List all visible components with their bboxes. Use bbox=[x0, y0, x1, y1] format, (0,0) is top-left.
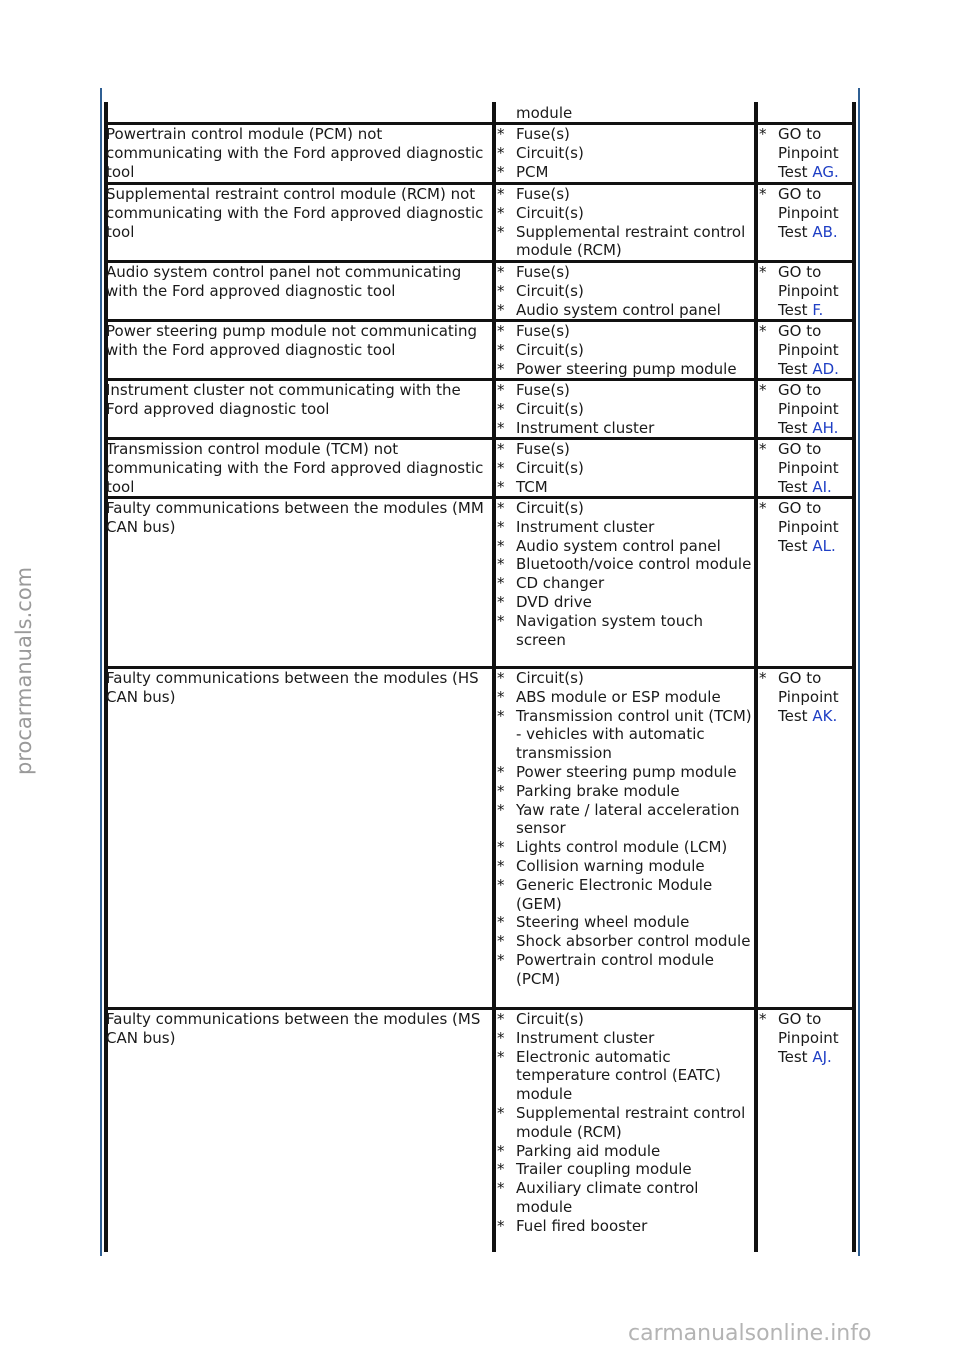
action-text: GO to Pinpoint Test bbox=[778, 263, 839, 319]
action-text: GO to Pinpoint Test bbox=[778, 1010, 839, 1066]
action-text: GO to Pinpoint Test bbox=[778, 125, 839, 181]
source-item: * Audio system control panel bbox=[497, 301, 755, 320]
pinpoint-test-link[interactable]: AL bbox=[812, 536, 831, 555]
link-period: . bbox=[834, 359, 839, 378]
source-item: * Circuit(s) bbox=[497, 341, 755, 360]
possible-sources-cell bbox=[497, 322, 755, 378]
link-period: . bbox=[827, 1047, 832, 1066]
source-item: * Yaw rate / lateral acceleration sensor bbox=[497, 801, 755, 839]
action-item bbox=[759, 322, 852, 378]
source-item: * Fuse(s) bbox=[497, 185, 755, 204]
source-item: * Circuit(s) bbox=[497, 459, 755, 478]
condition-cell: Supplemental restraint control module (RCM) not communicating with the Ford approved diagnostic tool bbox=[106, 185, 484, 241]
source-item: * Shock absorber control module bbox=[497, 932, 755, 951]
source-item: * Auxiliary climate control module bbox=[497, 1179, 755, 1217]
possible-sources-cell bbox=[497, 669, 755, 989]
source-item: * Supplemental restraint control module (RCM) bbox=[497, 223, 755, 261]
action-text: GO to Pinpoint Test bbox=[778, 440, 839, 496]
source-item: * Electronic automatic temperature control (EATC) module bbox=[497, 1048, 755, 1104]
possible-sources-cell bbox=[497, 499, 755, 649]
possible-sources-cell bbox=[497, 125, 755, 181]
side-watermark: procarmanuals.com bbox=[12, 566, 36, 775]
action-cell bbox=[759, 263, 852, 319]
action-cell bbox=[759, 185, 852, 241]
source-item: * Fuse(s) bbox=[497, 322, 755, 341]
link-period: . bbox=[832, 222, 838, 241]
action-cell bbox=[759, 440, 852, 496]
source-item: * Collision warning module bbox=[497, 857, 755, 876]
possible-sources-cell bbox=[497, 381, 755, 437]
condition-cell: Powertrain control module (PCM) not communicating with the Ford approved diagnostic tool bbox=[106, 125, 484, 181]
possible-sources-cell bbox=[497, 263, 755, 319]
source-item: * Fuse(s) bbox=[497, 440, 755, 459]
source-item: * Fuse(s) bbox=[497, 263, 755, 282]
link-period: . bbox=[833, 162, 839, 181]
pinpoint-test-link[interactable]: AB bbox=[812, 222, 833, 241]
source-item: * Parking brake module bbox=[497, 782, 755, 801]
action-item bbox=[759, 1010, 852, 1066]
pinpoint-test-link[interactable]: AI bbox=[812, 477, 828, 496]
possible-sources-cell bbox=[497, 185, 755, 260]
source-item: * Circuit(s) bbox=[497, 669, 755, 688]
source-item: * Powertrain control module (PCM) bbox=[497, 951, 755, 989]
link-period: . bbox=[827, 477, 832, 496]
possible-sources-cell bbox=[497, 1010, 755, 1236]
continued-cell bbox=[497, 104, 755, 123]
source-item: * Trailer coupling module bbox=[497, 1160, 755, 1179]
source-item: * Circuit(s) bbox=[497, 400, 755, 419]
pinpoint-test-link[interactable]: F bbox=[812, 300, 819, 319]
link-period: . bbox=[832, 706, 838, 725]
action-cell bbox=[759, 381, 852, 437]
source-item: * CD changer bbox=[497, 574, 755, 593]
source-item: * PCM bbox=[497, 163, 755, 182]
condition-cell: Transmission control module (TCM) not communicating with the Ford approved diagnostic tool bbox=[106, 440, 484, 496]
source-item: * Parking aid module bbox=[497, 1142, 755, 1161]
action-item bbox=[759, 440, 852, 496]
source-item: * Bluetooth/voice control module bbox=[497, 555, 755, 574]
pinpoint-test-link[interactable]: AD bbox=[812, 359, 835, 378]
action-item bbox=[759, 185, 852, 241]
condition-cell: Faulty communications between the modules (MS CAN bus) bbox=[106, 1010, 481, 1047]
source-item: * Instrument cluster bbox=[497, 1029, 755, 1048]
action-item bbox=[759, 381, 852, 437]
action-item bbox=[759, 125, 852, 181]
condition-cell: Faulty communications between the modules (HS CAN bus) bbox=[106, 669, 479, 706]
condition-cell: Power steering pump module not communicating with the Ford approved diagnostic tool bbox=[106, 322, 477, 359]
action-text: GO to Pinpoint Test bbox=[778, 381, 839, 437]
condition-cell: Audio system control panel not communicating with the Ford approved diagnostic tool bbox=[106, 263, 462, 300]
source-item: * Circuit(s) bbox=[497, 144, 755, 163]
continued-text: module bbox=[516, 104, 573, 122]
source-item: * Circuit(s) bbox=[497, 1010, 755, 1029]
action-text: GO to Pinpoint Test bbox=[778, 499, 839, 555]
action-cell bbox=[759, 322, 852, 378]
possible-sources-cell bbox=[497, 440, 755, 496]
source-item: * ABS module or ESP module bbox=[497, 688, 755, 707]
condition-cell: Faulty communications between the modules (MM CAN bus) bbox=[106, 499, 484, 536]
link-period: . bbox=[833, 418, 839, 437]
condition-cell: Instrument cluster not communicating with the Ford approved diagnostic tool bbox=[106, 381, 461, 418]
action-cell bbox=[759, 499, 852, 555]
source-item: * Transmission control unit (TCM) - vehicles with automatic transmission bbox=[497, 707, 755, 763]
source-item: * Circuit(s) bbox=[497, 499, 755, 518]
source-item: * TCM bbox=[497, 478, 755, 497]
source-item: * Lights control module (LCM) bbox=[497, 838, 755, 857]
action-cell bbox=[759, 669, 852, 725]
source-item: * Instrument cluster bbox=[497, 518, 755, 537]
source-item: * Generic Electronic Module (GEM) bbox=[497, 876, 755, 914]
source-item: * Circuit(s) bbox=[497, 282, 755, 301]
source-item: * Audio system control panel bbox=[497, 537, 755, 556]
action-item bbox=[759, 669, 852, 725]
link-period: . bbox=[818, 300, 824, 319]
pinpoint-test-link[interactable]: AJ bbox=[812, 1047, 828, 1066]
source-item: * Power steering pump module bbox=[497, 360, 755, 379]
table-border-right bbox=[852, 102, 856, 1252]
bottom-watermark: carmanualsonline.info bbox=[628, 1321, 872, 1346]
action-text: GO to Pinpoint Test bbox=[778, 322, 839, 378]
action-cell bbox=[759, 125, 852, 181]
column-divider-1 bbox=[492, 102, 496, 1252]
source-item: * Fuse(s) bbox=[497, 125, 755, 144]
source-item: * Navigation system touch screen bbox=[497, 612, 755, 650]
action-cell bbox=[759, 1010, 852, 1066]
action-text: GO to Pinpoint Test bbox=[778, 669, 839, 725]
source-item: * Circuit(s) bbox=[497, 204, 755, 223]
action-item bbox=[759, 499, 852, 555]
pinpoint-test-link[interactable]: AH bbox=[812, 418, 834, 437]
left-margin-rule bbox=[100, 88, 102, 1256]
source-item: * Power steering pump module bbox=[497, 763, 755, 782]
action-item bbox=[759, 263, 852, 319]
source-item: * Fuel fired booster bbox=[497, 1217, 755, 1236]
pinpoint-test-link[interactable]: AG bbox=[812, 162, 834, 181]
link-period: . bbox=[830, 536, 836, 555]
source-item: * Instrument cluster bbox=[497, 419, 755, 438]
source-item: * DVD drive bbox=[497, 593, 755, 612]
pinpoint-test-link[interactable]: AK bbox=[812, 706, 833, 725]
right-margin-rule bbox=[858, 88, 860, 1256]
source-item: * Fuse(s) bbox=[497, 381, 755, 400]
source-item: * Steering wheel module bbox=[497, 913, 755, 932]
action-text: GO to Pinpoint Test bbox=[778, 185, 839, 241]
source-item: * Supplemental restraint control module (RCM) bbox=[497, 1104, 755, 1142]
